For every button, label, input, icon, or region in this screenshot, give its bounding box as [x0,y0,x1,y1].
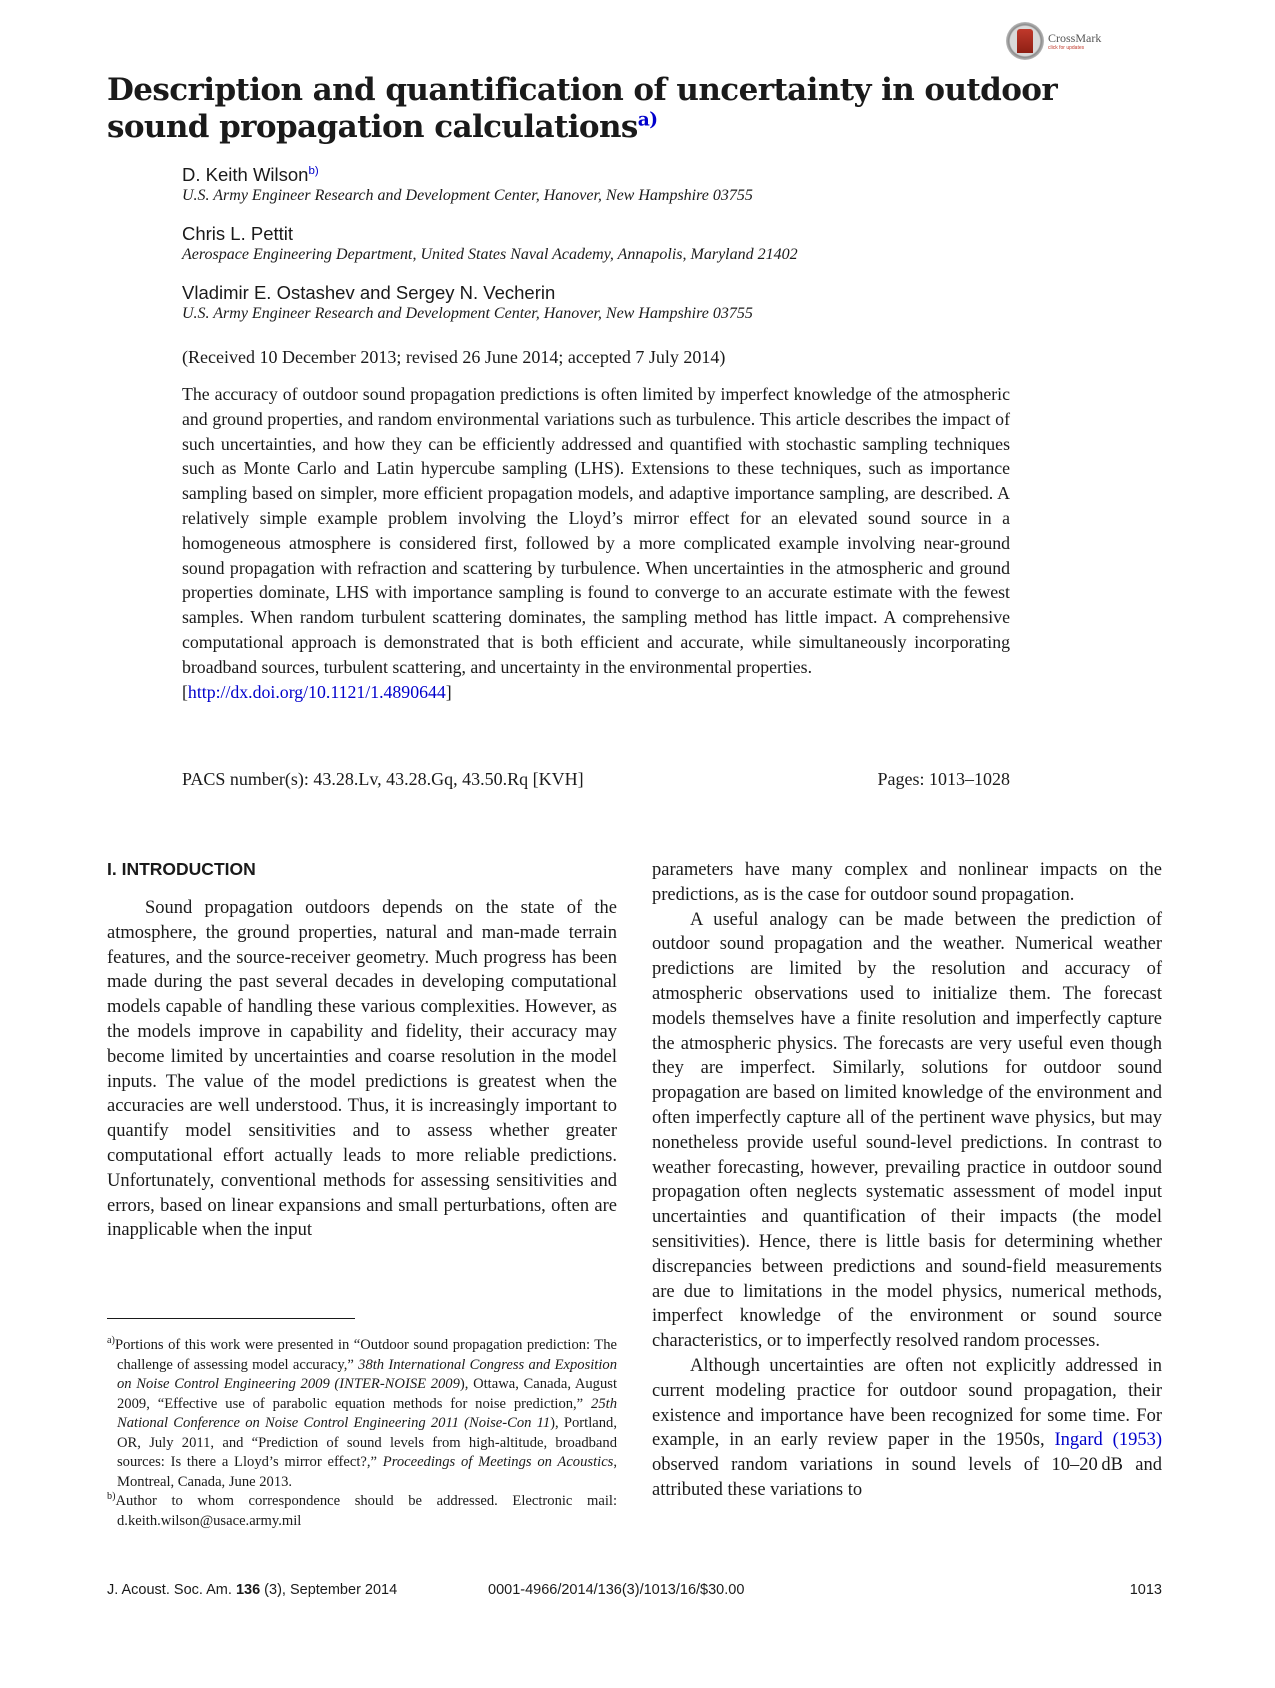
author-block [182,164,1022,341]
footnote-marker: a) [107,1335,115,1347]
author-affiliation: U.S. Army Engineer Research and Development Center, Hanover, New Hampshire 03755 [182,305,753,322]
article-code: 0001-4966/2014/136(3)/1013/16/$30.00 [488,1582,745,1598]
left-column [107,858,617,1243]
body-paragraph: A useful analogy can be made between the prediction of outdoor sound propagation and the weather. Numerical weather predictions are limited by the resolution and accuracy of atmospheric observations used to initialize them. The forecast models themselves have a finite resolution and imperfectly capture the atmospheric physics. The forecasts are very useful even though they are imperfect. Similarly, solutions for outdoor sound propagation are based on limited knowledge of the environment and often imperfectly capture all of the pertinent wave physics, but may nonetheless provide useful sound-level predictions. In contrast to weather forecasting, however, prevailing practice in outdoor sound propagation often neglects systematic assessment of model input uncertainties and quantification of their impacts (the model sensitivities). Hence, there is little basis for determining whether discrepancies between predictions and sound-field measurements are due to limitations in the model physics, numerical methods, imperfect knowledge of the environment or sound source characteristics, or to imperfectly resolved random processes. [652,909,1162,1352]
abstract [182,382,1010,704]
paper-title [107,72,1167,146]
page-number: 1013 [1129,1582,1162,1598]
page-range: Pages: 1013–1028 [877,769,1010,789]
doi-bracket-close: ] [445,681,452,702]
pacs-numbers: PACS number(s): 43.28.Lv, 43.28.Gq, 43.50.Rq [KVH] [182,769,584,789]
title-text: Description and quantification of uncertainty in outdoor sound propagation calculations [107,72,1058,145]
citation-link-ingard-1953[interactable]: Ingard (1953) [1054,1430,1163,1451]
footnote-a: $^{a)}$Portions of this work were presented in “Outdoor sound propagation prediction: The challenge of assessing model accuracy,” 38th International Congress and Exposition on Noise Control Engineering 2009 (INTER-NOISE 2009), Ottawa, Canada, August 2009, “Effective use of parabolic equation methods for noise prediction,” 25th National Conference on Noise Control Engineering 2011 (Noise-Con 11), Portland, OR, July 2011, and “Prediction of sound levels from high-altitude, broadband sources: Is there a Lloyd’s mirror effect?,” Proceedings of Meetings on Acoustics, Montreal, Canada, June 2013. [107,1335,618,1490]
author-name: Vladimir E. Ostashev and Sergey N. Vecherin [182,282,556,303]
body-paragraph: Sound propagation outdoors depends on the state of the atmosphere, the ground properties, natural and man-made terrain features, and the source-receiver geometry. Much progress has been made during the past several decades in developing computational models capable of handling these various complexities. However, as the models improve in capability and fidelity, their accuracy may become limited by uncertainties and coarse resolution in the model inputs. The value of the model predictions is greatest when the accuracies are well understood. Thus, it is increasingly important to quantify model sensitivities and to assess whether greater computational effort actually leads to more reliable predictions. Unfortunately, conventional methods for assessing sensitivities and errors, based on linear expansions and small perturbations, often are inapplicable when the input [107,898,617,1241]
journal-citation: J. Acoust. Soc. Am. 136 (3), September 2014 [107,1582,398,1598]
author-affiliation: Aerospace Engineering Department, United States Naval Academy, Annapolis, Maryland 21402 [182,246,798,263]
title-footnote-link[interactable]: a) [637,109,658,131]
footnote-divider [107,1318,355,1319]
author-name: D. Keith Wilson$^{b)}$ [182,164,319,185]
crossmark-icon [1006,22,1044,60]
footnote-marker: b) [107,1491,116,1503]
crossmark-sublabel: click for updates [1048,44,1085,51]
doi-link[interactable]: http://dx.doi.org/10.1121/1.4890644 [187,681,446,702]
author-affiliation: U.S. Army Engineer Research and Development Center, Hanover, New Hampshire 03755 [182,187,753,204]
doi-bracket-open: [ [182,681,188,702]
received-dates: (Received 10 December 2013; revised 26 June 2014; accepted 7 July 2014) [182,347,726,367]
footnotes [107,1336,617,1531]
author-footnote-link[interactable]: b) [308,164,319,177]
author-name: Chris L. Pettit [182,223,294,244]
abstract-text: The accuracy of outdoor sound propagation predictions is often limited by imperfect knowledge of the atmospheric and ground properties, and random environmental variations such as turbulence. This article describes the impact of such uncertainties, and how they can be efficiently addressed and quantified with stochastic sampling techniques such as Monte Carlo and Latin hypercube sampling (LHS). Extensions to these techniques, such as importance sampling based on simpler, more efficient propagation models, and adaptive importance sampling, are described. A relatively simple example problem involving the Lloyd’s mirror effect for an elevated sound source in a homogeneous atmosphere is considered first, followed by a more complicated example involving near-ground sound propagation with refraction and scattering by turbulence. When uncertainties in the atmospheric and ground properties dominate, LHS with importance sampling is found to converge to an accurate estimate with the fewest samples. When random turbulent scattering dominates, the sampling method has little impact. A comprehensive computational approach is demonstrated that is both efficient and accurate, while simultaneously incorporating broadband sources, turbulent scattering, and uncertainty in the environmental properties. [182,384,1010,677]
section-heading-introduction: I. INTRODUCTION [107,859,256,879]
right-column [652,858,1162,1503]
crossmark-badge[interactable] [1006,20,1116,62]
body-paragraph: parameters have many complex and nonlinear impacts on the predictions, as is the case for outdoor sound propagation. [652,860,1162,905]
crossmark-label: CrossMark [1048,30,1102,45]
body-paragraph: Although uncertainties are often not explicitly addressed in current modeling practice for outdoor sound propagation, their existence and importance have been recognized for some time. For example, in an early review paper in the 1950s, Ingard (1953) observed random variations in sound levels of 10–20 dB and attributed these variations to [652,1355,1163,1500]
footnote-b: $^{b)}$Author to whom correspondence should be addressed. Electronic mail: d.keith.wilson@usace.army.mil [107,1491,617,1529]
pacs-row [182,768,1010,790]
